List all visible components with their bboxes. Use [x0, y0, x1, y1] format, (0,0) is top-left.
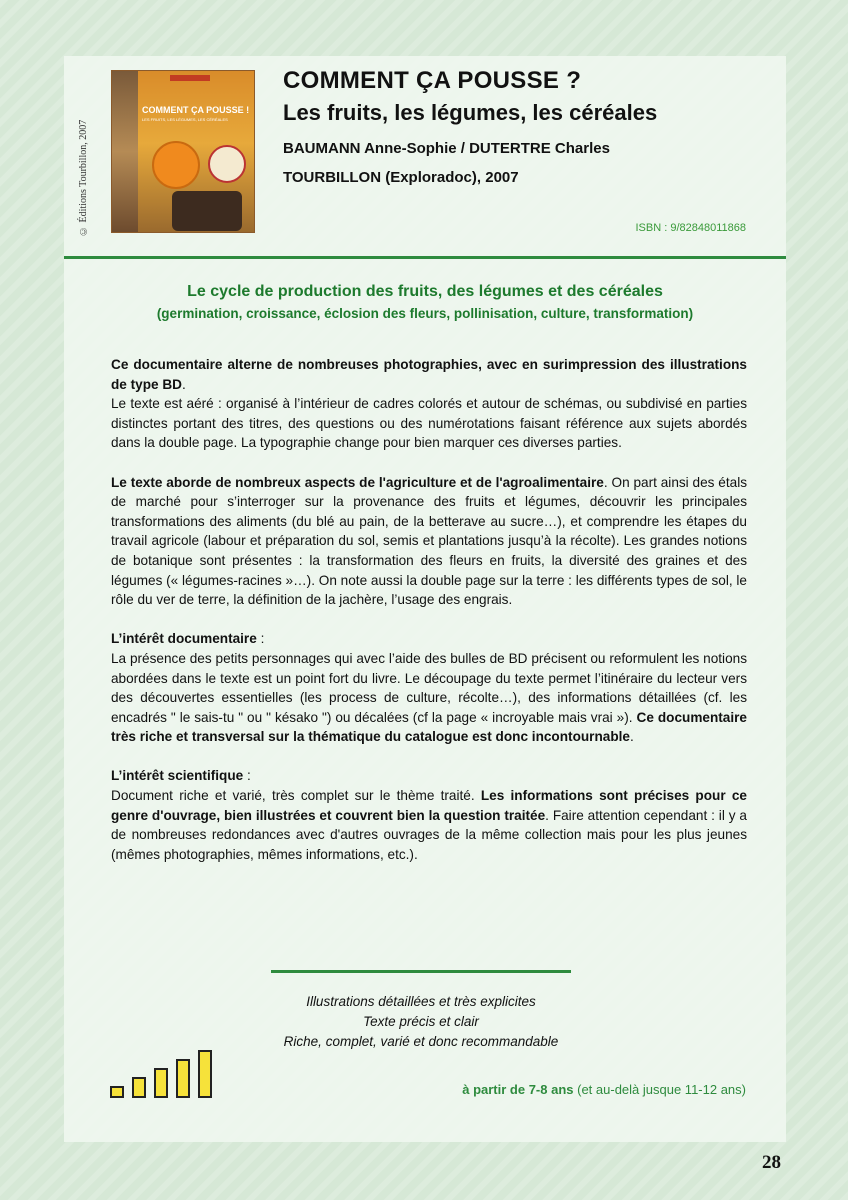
cover-fruit-orange [152, 141, 200, 189]
scientific-text-1: Document riche et varié, très complet sur le thème traité. [111, 788, 481, 804]
cover-subtitle: LES FRUITS, LES LÉGUMES, LES CÉRÉALES [142, 117, 228, 122]
scientific-colon: : [243, 768, 251, 784]
age-range-bold: à partir de 7-8 ans [462, 1082, 574, 1097]
theme-heading: Le cycle de production des fruits, des légumes et des céréales [187, 283, 663, 300]
overview-text: Le texte est aéré : organisé à l’intérieur de cadres colorés et autour de schémas, ou subdivisé en parties distinctes portant des titres, des questions ou des numérotations faisant référence aux sujets abordés dans la double page. La typographie change pour bien marquer ces diverses parties. [111, 396, 747, 451]
theme-subheading: (germination, croissance, éclosion des fleurs, pollinisation, culture, transformation) [156, 306, 694, 321]
topics-bold: Le texte aborde de nombreux aspects de l'agriculture et de l'agroalimentaire [111, 474, 604, 490]
cover-series-band [170, 75, 210, 81]
documentary-colon: : [256, 631, 265, 647]
rating-bar-3 [154, 1068, 168, 1098]
book-authors: BAUMANN Anne-Sophie / DUTERTRE Charles [283, 140, 610, 157]
isbn: ISBN : 9/82848011868 [635, 222, 746, 234]
review-body [111, 355, 747, 884]
book-cover-image [111, 70, 255, 233]
overview-bold: Ce documentaire alterne de nombreuses photographies, avec en surimpression des illustrations de type BD [111, 357, 747, 392]
topics-text: . On part ainsi des étals de marché pour s’interroger sur la provenance des fruits et légumes, découvrir les principales transformations des aliments (du blé au pain, de la betterave au sucre…), et comprendre les étapes du travail agricole (labour et préparation du sol, semis et plantations jusqu’à la récolte). Les grandes notions de botanique sont présentes : la transformation des fleurs en fruits, la diversité des graines et des légumes (« légumes-racines »…). On note aussi la double page sur la terre : les différents types de sol, le rôle du ver de terre, la définition de la jachère, l’usage des engrais. [111, 474, 748, 608]
divider-verdict [271, 970, 571, 973]
documentary-end: . [629, 729, 634, 745]
documentary-bold: Ce documentaire très riche et transversal sur la thématique du catalogue est donc incontournable [111, 709, 747, 745]
paragraph-overview [111, 355, 747, 453]
verdict-line-3: Riche, complet, varié et donc recommandable [283, 1034, 559, 1049]
theme-block [90, 283, 760, 321]
cover-title: COMMENT ÇA POUSSE ! [142, 105, 250, 115]
scientific-bold: Les informations sont précises pour ce genre d'ouvrage, bien illustrées et couvrent bien la question traitée [111, 788, 747, 823]
book-publisher: TOURBILLON (Exploradoc), 2007 [283, 169, 519, 186]
cover-soil [172, 191, 242, 231]
book-title: COMMENT ÇA POUSSE ? [283, 67, 582, 94]
scientific-text-2: . Faire attention cependant : il y a de nombreuses redondances avec d'autres ouvrages de la même collection mais pour les plus jeunes (mêmes photographies, mêmes informations, etc.). [111, 807, 747, 862]
book-info [283, 66, 753, 186]
verdict-block [200, 992, 642, 1052]
age-range [462, 1082, 746, 1097]
scientific-heading: L’intérêt scientifique [111, 768, 244, 784]
verdict-line-2: Texte précis et clair [363, 1014, 479, 1029]
rating-bar-2 [132, 1077, 146, 1098]
rating-bar-4 [176, 1059, 190, 1098]
documentary-heading: L’intérêt documentaire [111, 631, 257, 647]
paragraph-scientific-interest [111, 766, 747, 864]
age-range-rest: (et au-delà jusque 11-12 ans) [573, 1082, 746, 1097]
page-number: 28 [762, 1152, 781, 1173]
overview-dot: . [182, 376, 186, 392]
divider-top [64, 256, 786, 259]
cover-fruit-apple [208, 145, 246, 183]
paragraph-documentary-interest [111, 629, 747, 747]
rating-bars-icon [110, 1050, 214, 1098]
rating-bar-1 [110, 1086, 124, 1098]
cover-photo-strip [112, 71, 138, 232]
book-subtitle: Les fruits, les légumes, les céréales [283, 100, 658, 125]
documentary-text: La présence des petits personnages qui avec l’aide des bulles de BD précisent ou reformulent les notions abordées dans le texte est un point fort du livre. Le découpage du texte permet l’itinéraire du lecteur vers des découvertes essentielles (les process de culture, récolte…), des informations détaillées (cf. les encadrés " le sais-tu " ou " késako ") ou décalées (cf la page « incroyable mais vrai »). [111, 650, 747, 725]
rating-bar-5 [198, 1050, 212, 1098]
photo-credit: © Éditions Tourbillon, 2007 [78, 119, 89, 236]
verdict-line-1: Illustrations détaillées et très explicites [306, 994, 536, 1009]
paragraph-topics [111, 473, 747, 610]
